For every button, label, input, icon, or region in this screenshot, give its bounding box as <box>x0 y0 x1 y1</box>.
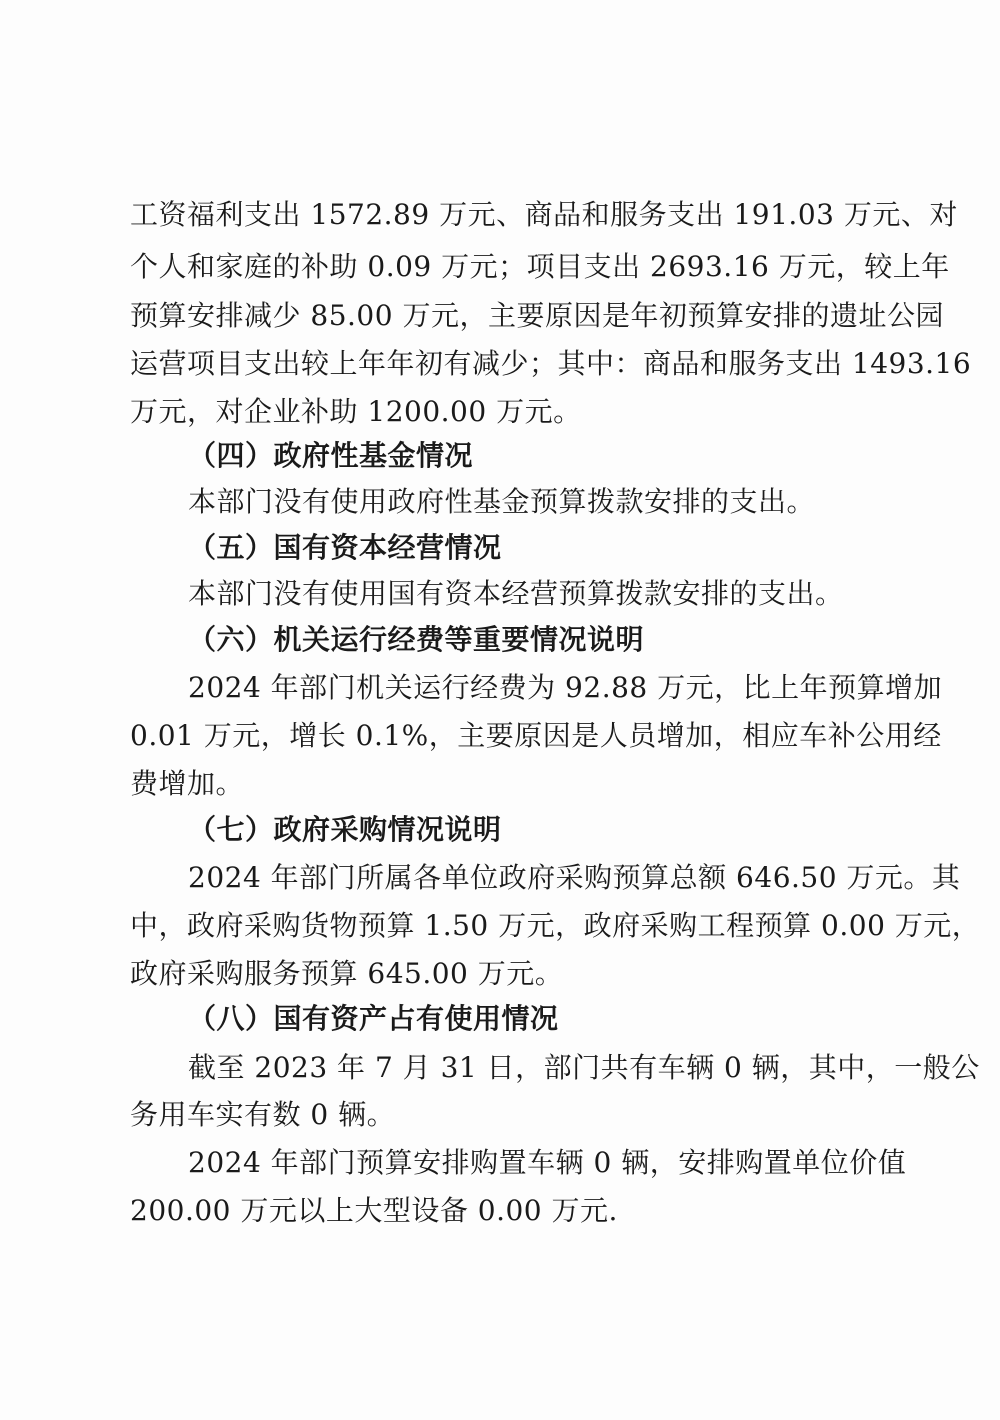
text-line: 截至 2023 年 7 月 31 日，部门共有车辆 0 辆，其中，一般公 <box>188 1051 980 1084</box>
text-line: 本部门没有使用国有资本经营预算拨款安排的支出。 <box>188 577 844 610</box>
text-line: 务用车实有数 0 辆。 <box>130 1098 396 1131</box>
text-line: 中，政府采购货物预算 1.50 万元，政府采购工程预算 0.00 万元， <box>130 909 981 942</box>
text-line: 工资福利支出 1572.89 万元、商品和服务支出 191.03 万元、对 <box>130 198 958 231</box>
section-heading-5: （五）国有资本经营情况 <box>188 531 502 564</box>
text-line: 2024 年部门所属各单位政府采购预算总额 646.50 万元。其 <box>188 861 961 894</box>
text-line: 万元，对企业补助 1200.00 万元。 <box>130 395 582 428</box>
text-line: 0.01 万元，增长 0.1%，主要原因是人员增加，相应车补公用经 <box>130 719 942 752</box>
text-line: 费增加。 <box>130 767 245 800</box>
text-line: 预算安排减少 85.00 万元，主要原因是年初预算安排的遗址公园 <box>130 299 944 332</box>
section-heading-7: （七）政府采购情况说明 <box>188 813 502 846</box>
section-heading-6: （六）机关运行经费等重要情况说明 <box>188 623 645 656</box>
text-line: 政府采购服务预算 645.00 万元。 <box>130 957 564 990</box>
text-line: 200.00 万元以上大型设备 0.00 万元. <box>130 1194 618 1227</box>
text-line: 本部门没有使用政府性基金预算拨款安排的支出。 <box>188 485 816 518</box>
section-heading-4: （四）政府性基金情况 <box>188 439 474 472</box>
text-line: 个人和家庭的补助 0.09 万元；项目支出 2693.16 万元，较上年 <box>130 250 950 283</box>
text-line: 2024 年部门机关运行经费为 92.88 万元，比上年预算增加 <box>188 671 943 704</box>
text-line: 运营项目支出较上年年初有减少；其中：商品和服务支出 1493.16 <box>130 347 972 380</box>
section-heading-8: （八）国有资产占有使用情况 <box>188 1002 559 1035</box>
text-line: 2024 年部门预算安排购置车辆 0 辆，安排购置单位价值 <box>188 1146 907 1179</box>
